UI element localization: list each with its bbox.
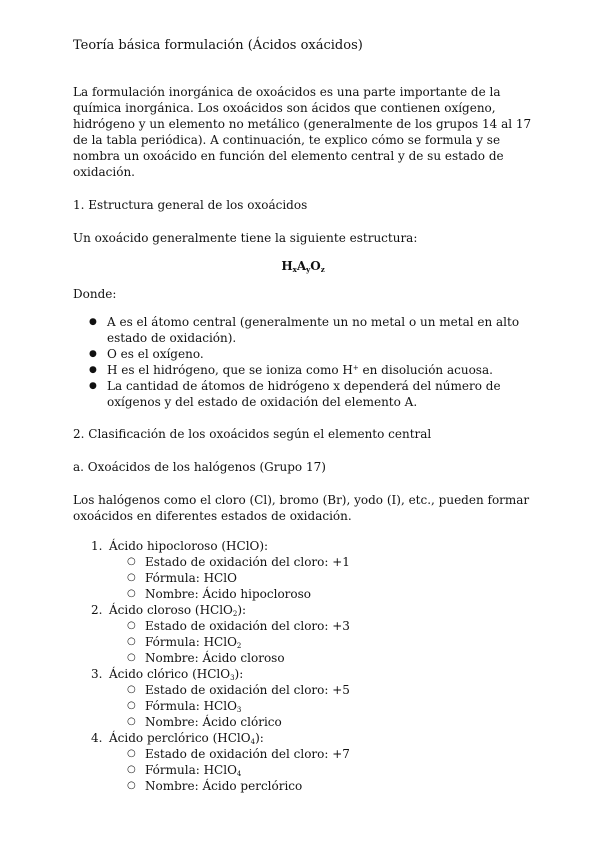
list-item xyxy=(107,362,533,378)
section-1-heading: 1. Estructura general de los oxoácidos xyxy=(73,198,308,212)
acid-list xyxy=(73,538,533,794)
acid-details xyxy=(109,682,533,730)
acid-nomenclature: ○ Nombre: Ácido cloroso xyxy=(145,650,533,666)
formula-h-sub: x xyxy=(292,265,297,274)
structure-text: Un oxoácido generalmente tiene la siguiente estructura: xyxy=(73,231,418,245)
oxidation-state: ○ Estado de oxidación del cloro: +3 xyxy=(145,618,533,634)
acid-formula: ○ Fórmula: HClO$_3$ xyxy=(145,698,533,714)
acid-number: 1. xyxy=(91,539,103,553)
formula-o-sub: z xyxy=(320,265,325,274)
document-page xyxy=(73,38,533,794)
document-title: Teoría básica formulación (Ácidos oxácidos) xyxy=(73,38,363,53)
halogens-text: Los halógenos como el cloro (Cl), bromo (Br), yodo (I), etc., pueden formar oxoácidos en diferentes estados de oxidación. xyxy=(73,493,530,523)
acid-name: Ácido cloroso (HClO$_2$): xyxy=(109,603,247,618)
acid-details xyxy=(109,618,533,666)
acid-formula: ○ Fórmula: HClO$_2$ xyxy=(145,634,533,650)
section-2-heading: 2. Clasificación de los oxoácidos según el elemento central xyxy=(73,427,432,441)
list-item: ● O es el oxígeno. xyxy=(107,346,533,362)
acid-name: Ácido perclórico (HClO$_4$): xyxy=(109,731,264,746)
acid-details xyxy=(109,554,533,602)
acid-formula: ○ Fórmula: HClO$_4$ xyxy=(145,762,533,778)
acid-nomenclature: ○ Nombre: Ácido clórico xyxy=(145,714,533,730)
acid-nomenclature: ○ Nombre: Ácido hipocloroso xyxy=(145,586,533,602)
formula-o: O xyxy=(310,259,321,273)
acid-item xyxy=(91,602,533,666)
acid-details xyxy=(109,746,533,794)
acid-item xyxy=(91,666,533,730)
formula-h: H xyxy=(281,259,293,273)
acid-name: Ácido hipocloroso (HClO): xyxy=(109,539,269,553)
h-bullet-pre: H es el hidrógeno, que se ioniza como H xyxy=(107,363,353,377)
oxidation-state: ○ Estado de oxidación del cloro: +5 xyxy=(145,682,533,698)
definition-list xyxy=(73,314,533,410)
intro-paragraph: La formulación inorgánica de oxoácidos es una parte importante de la química inorgánica. Los oxoácidos son ácidos que contienen oxígeno, hidrógeno y un elemento no metálico (generalmente de los grupos 14 al 17 de la tabla periódica). A continuación, te explico cómo se formula y se nombra un oxoácido en función del elemento central y de su estado de oxidación. xyxy=(73,85,532,179)
acid-number: 2. xyxy=(91,603,103,617)
acid-formula: ○ Fórmula: HClO xyxy=(145,570,533,586)
list-item: ● La cantidad de átomos de hidrógeno x dependerá del número de oxígenos y del estado de oxidación del elemento A. xyxy=(107,378,533,410)
section-2a-heading: a. Oxoácidos de los halógenos (Grupo 17) xyxy=(73,460,326,474)
acid-number: 4. xyxy=(91,731,103,745)
general-formula xyxy=(73,258,533,274)
donde-label: Donde: xyxy=(73,287,117,301)
list-item: ● A es el átomo central (generalmente un no metal o un metal en alto estado de oxidación). xyxy=(107,314,533,346)
oxidation-state: ○ Estado de oxidación del cloro: +1 xyxy=(145,554,533,570)
acid-name: Ácido clórico (HClO$_3$): xyxy=(109,667,244,682)
h-bullet-sup: + xyxy=(352,364,359,372)
acid-item xyxy=(91,730,533,794)
acid-number: 3. xyxy=(91,667,103,681)
h-bullet-post: en disolución acuosa. xyxy=(358,363,493,377)
oxidation-state: ○ Estado de oxidación del cloro: +7 xyxy=(145,746,533,762)
formula-a: A xyxy=(296,259,307,273)
acid-item xyxy=(91,538,533,602)
formula-a-sub: y xyxy=(306,265,311,274)
acid-nomenclature: ○ Nombre: Ácido perclórico xyxy=(145,778,533,794)
